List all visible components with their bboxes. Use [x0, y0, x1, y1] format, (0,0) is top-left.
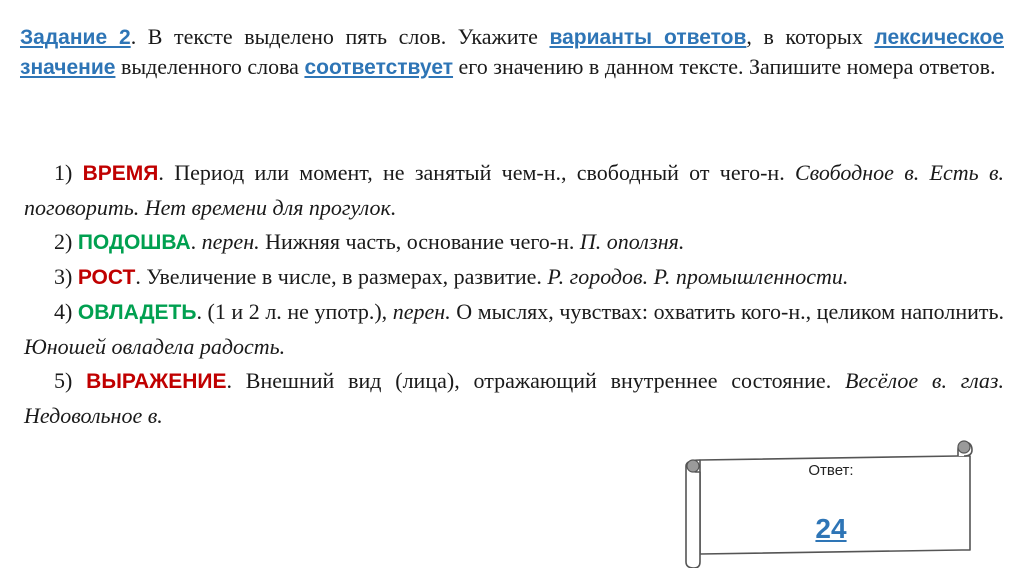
entry-mark: . — [190, 229, 197, 254]
entry-number: 5) — [54, 368, 87, 393]
entry-note: перен. — [201, 229, 260, 254]
entry-3 — [24, 260, 1004, 295]
task-label: Задание 2 — [20, 26, 131, 49]
entry-definition: Период или момент, не занятый чем-н., свободный от чего-н. — [163, 160, 795, 185]
entry-number: 1) — [54, 160, 83, 185]
task-highlight-lexical-meaning: лексическое значение — [20, 26, 1004, 79]
entry-word: ПОДОШВА — [77, 231, 191, 254]
answer-value: 24 — [815, 513, 847, 544]
entry-1 — [24, 156, 1004, 225]
entry-word: РОСТ — [77, 266, 136, 289]
entry-4 — [24, 295, 1004, 364]
entry-mark: . — [158, 160, 164, 185]
entry-number: 3) — [54, 264, 78, 289]
entry-definition: О мыслях, чувствах: охватить кого-н., целиком наполнить. — [450, 299, 1005, 324]
entry-example: Свободное в. Есть в. поговорить. Нет времени для прогулок. — [24, 160, 1004, 220]
entry-example: П. оползня. — [579, 229, 685, 254]
entry-note: перен. — [392, 299, 451, 324]
entry-example: Юношей овладела радость. — [24, 334, 286, 359]
entry-definition: Нижняя часть, основание чего-н. — [259, 229, 580, 254]
entry-number: 2) — [54, 229, 78, 254]
task-highlight-corresponds: соответствует — [304, 56, 454, 79]
task-text-2: , в которых — [746, 24, 875, 49]
entry-definition: Увеличение в числе, в размерах, развитие. — [140, 264, 548, 289]
entry-mark: . — [226, 368, 232, 393]
task-statement — [20, 22, 1004, 82]
entry-example: Р. городов. Р. промышленности. — [547, 264, 849, 289]
entry-5 — [24, 364, 1004, 433]
entry-word: ОВЛАДЕТЬ — [77, 301, 197, 324]
dictionary-entries — [24, 156, 1004, 433]
answer-scroll-icon — [680, 438, 980, 568]
entry-mark: . — [135, 264, 141, 289]
entry-example: Весёлое в. глаз. Недовольное в. — [24, 368, 1005, 428]
entry-number: 4) — [54, 299, 78, 324]
entry-definition: Внешний вид (лица), отражающий внутреннее состояние. — [231, 368, 846, 393]
task-text-3: выделенного слова — [115, 54, 305, 79]
entry-definition-prefix: (1 и 2 л. не употр.), — [201, 299, 393, 324]
entry-word: ВЫРАЖЕНИЕ — [86, 370, 227, 393]
entry-mark: . — [196, 299, 202, 324]
entry-2 — [24, 225, 1004, 260]
task-text-1: . В тексте выделено пять слов. Укажите — [130, 24, 550, 49]
task-text-4: его значению в данном тексте. Запишите номера ответов. — [453, 54, 996, 79]
entry-word: ВРЕМЯ — [82, 162, 159, 185]
task-highlight-answer-options: варианты ответов — [549, 26, 747, 49]
answer-label: Ответ: — [808, 462, 854, 479]
